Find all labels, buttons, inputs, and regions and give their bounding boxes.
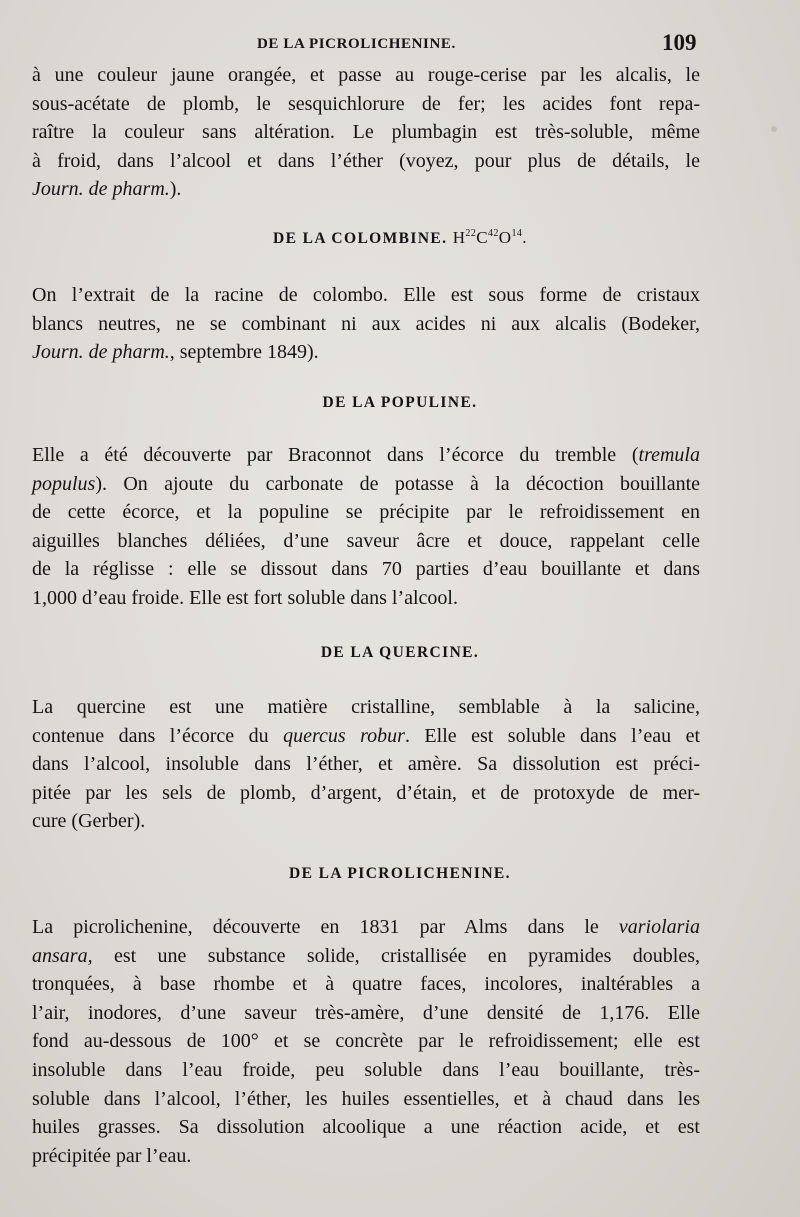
- text-line: [32, 281, 700, 310]
- text-line: [32, 175, 700, 204]
- text-line: [32, 1056, 700, 1085]
- text-line: [32, 527, 700, 556]
- text-segment: de cette écorce, et la populine se précipite par le refroidissement en: [32, 501, 700, 524]
- text-line: [32, 807, 700, 836]
- italic-text: populus: [32, 472, 96, 495]
- picrolichenine-paragraph: [32, 913, 700, 1170]
- page-header: [0, 30, 800, 62]
- text-line: [32, 999, 700, 1028]
- text-segment: O: [498, 228, 512, 247]
- text-line: [32, 1027, 700, 1056]
- italic-text: quercus robur: [283, 724, 405, 747]
- text-segment: précipitée par l’eau.: [32, 1144, 192, 1167]
- text-segment: H: [452, 228, 466, 247]
- quercine-paragraph: [32, 693, 700, 836]
- text-segment: cure (Gerber).: [32, 810, 146, 833]
- text-segment: blancs neutres, ne se combinant ni aux acides ni aux alcalis (Bodeker,: [32, 312, 700, 335]
- text-segment: sous-acétate de plomb, le sesquichlorure de fer; les acides font repa-: [32, 92, 700, 115]
- text-segment: tronquées, à base rhombe et à quatre faces, incolores, inaltérables a: [32, 973, 700, 996]
- text-line: [32, 1085, 700, 1114]
- text-line: [32, 970, 700, 999]
- text-segment: de la réglisse : elle se dissout dans 70 parties d’eau bouillante et dans: [32, 558, 700, 581]
- colombine-paragraph: [32, 281, 700, 367]
- text-line: [32, 147, 700, 176]
- heading-text: DE LA PICROLICHENINE.: [289, 865, 511, 882]
- text-segment: contenue dans l’écorce du: [32, 724, 284, 747]
- text-line: [32, 441, 700, 470]
- text-line: [32, 1142, 700, 1171]
- heading-text: DE LA POPULINE.: [322, 394, 478, 411]
- text-segment: l’air, inodores, d’une saveur très-amère, d’une densité de 1,176. Elle: [32, 1001, 700, 1024]
- populine-paragraph: [32, 441, 700, 613]
- italic-text: Journ. de pharm.,: [32, 341, 175, 364]
- text-line: [32, 913, 700, 942]
- running-title: DE LA PICROLICHENINE.: [257, 36, 456, 52]
- text-line: [32, 750, 700, 779]
- text-segment: à une couleur jaune orangée, et passe au rouge-cerise par les alcalis, le: [32, 64, 700, 86]
- text-line: [32, 584, 700, 613]
- text-line: [32, 942, 700, 971]
- heading-text: DE LA COLOMBINE.: [273, 230, 448, 247]
- italic-text: ansara,: [32, 944, 93, 967]
- text-segment: huiles grasses. Sa dissolution alcoolique a une réaction acide, et est: [32, 1116, 700, 1139]
- italic-text: variolaria: [618, 916, 700, 938]
- text-line: [32, 338, 700, 367]
- italic-text: Journ. de pharm.: [32, 178, 170, 201]
- text-segment: raître la couleur sans altération. Le plumbagin est très-soluble, même: [32, 121, 700, 144]
- text-segment: insoluble dans l’eau froide, peu soluble dans l’eau bouillante, très-: [32, 1058, 700, 1081]
- text-segment: . Elle est soluble dans l’eau et: [404, 724, 701, 747]
- text-line: [32, 90, 700, 119]
- text-segment: aiguilles blanches déliées, d’une saveur âcre et douce, rappelant celle: [32, 529, 700, 552]
- text-segment: On l’extrait de la racine de colombo. Elle est sous forme de cristaux: [32, 284, 700, 306]
- text-line: [32, 693, 700, 722]
- text-segment: à froid, dans l’alcool et dans l’éther (voyez, pour plus de détails, le: [32, 149, 700, 172]
- text-segment: septembre 1849).: [174, 341, 319, 364]
- text-segment: est une substance solide, cristallisée en pyramides doubles,: [92, 944, 700, 967]
- superscript: 42: [487, 228, 499, 239]
- text-segment: La quercine est une matière cristalline, semblable à la salicine,: [32, 696, 700, 718]
- text-line: [32, 498, 700, 527]
- section-heading-colombine: [0, 228, 800, 248]
- text-segment: Elle a été découverte par Braconnot dans l’écorce du tremble (: [32, 444, 639, 466]
- text-segment: dans l’alcool, insoluble dans l’éther, et amère. Sa dissolution est préci-: [32, 753, 700, 776]
- chemical-formula: [453, 228, 527, 247]
- text-segment: fond au-dessous de 100° et se concrète par le refroidissement; elle est: [32, 1030, 700, 1053]
- italic-text: tremula: [638, 444, 700, 466]
- text-segment: ).: [169, 178, 182, 201]
- superscript: 22: [465, 228, 477, 239]
- text-segment: soluble dans l’alcool, l’éther, les huiles essentielles, et à chaud dans les: [32, 1087, 700, 1110]
- text-segment: La picrolichenine, découverte en 1831 par Alms dans le: [32, 916, 619, 938]
- heading-text: DE LA QUERCINE.: [320, 644, 480, 661]
- text-line: [32, 555, 700, 584]
- intro-paragraph: [32, 61, 700, 204]
- bleed-through-spot: [771, 126, 777, 132]
- text-line: [32, 118, 700, 147]
- text-segment: 1,000 d’eau froide. Elle est fort soluble dans l’alcool.: [32, 586, 458, 609]
- text-line: [32, 470, 700, 499]
- page-number: 109: [662, 30, 697, 55]
- section-heading-quercine: [0, 644, 800, 662]
- text-segment: C: [476, 228, 488, 247]
- text-segment: ). On ajoute du carbonate de potasse à la décoction bouillante: [95, 472, 700, 495]
- text-line: [32, 722, 700, 751]
- text-line: [32, 310, 700, 339]
- text-line: [32, 1113, 700, 1142]
- section-heading-picrolichenine: [0, 865, 800, 883]
- text-line: [32, 779, 700, 808]
- superscript: 14: [511, 228, 523, 239]
- text-segment: pitée par les sels de plomb, d’argent, d’étain, et de protoxyde de mer-: [32, 781, 700, 804]
- text-line: [32, 61, 700, 90]
- text-segment: .: [522, 228, 527, 247]
- section-heading-populine: [0, 394, 800, 412]
